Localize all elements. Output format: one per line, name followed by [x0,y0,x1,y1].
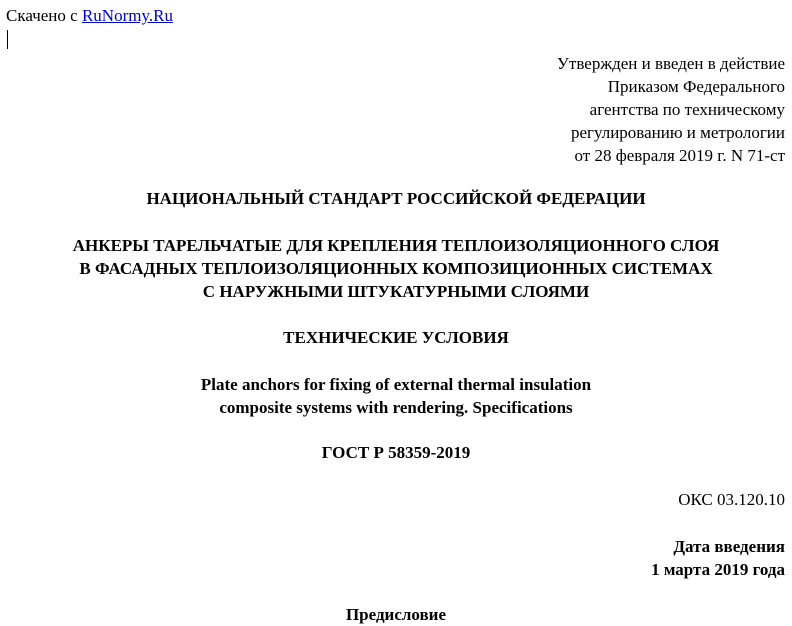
approval-line: от 28 февраля 2019 г. N 71-ст [574,146,785,165]
approval-line: регулированию и метрологии [570,123,785,142]
text-cursor [7,30,8,49]
approval-block [385,52,785,167]
standard-type-heading: НАЦИОНАЛЬНЫЙ СТАНДАРТ РОССИЙСКОЙ ФЕДЕРАЦИИ [146,189,646,208]
english-title [0,373,792,419]
foreword-heading: Предисловие [345,605,447,624]
gost-number: ГОСТ Р 58359-2019 [321,443,471,462]
title-line: В ФАСАДНЫХ ТЕПЛОИЗОЛЯЦИОННЫХ КОМПОЗИЦИОННЫХ СИСТЕМАХ [79,259,713,278]
english-title-line: composite systems with rendering. Specifications [219,398,573,417]
source-line [6,4,173,27]
oks-code: ОКС 03.120.10 [678,490,785,509]
effective-date-block [651,535,785,581]
effective-date-label: Дата введения [673,537,785,556]
english-title-line: Plate anchors for fixing of external thermal insulation [200,375,592,394]
title-line: АНКЕРЫ ТАРЕЛЬЧАТЫЕ ДЛЯ КРЕПЛЕНИЯ ТЕПЛОИЗОЛЯЦИОННОГО СЛОЯ [72,236,720,255]
document-subtitle: ТЕХНИЧЕСКИЕ УСЛОВИЯ [283,328,509,347]
source-prefix: Скачено с [6,6,82,25]
approval-line: Приказом Федерального [607,77,785,96]
document-title [0,234,792,303]
approval-line: Утвержден и введен в действие [556,54,785,73]
effective-date-value: 1 марта 2019 года [651,560,785,579]
title-line: С НАРУЖНЫМИ ШТУКАТУРНЫМИ СЛОЯМИ [202,282,590,301]
approval-line: агентства по техническому [589,100,785,119]
source-link[interactable]: RuNormy.Ru [81,6,173,25]
